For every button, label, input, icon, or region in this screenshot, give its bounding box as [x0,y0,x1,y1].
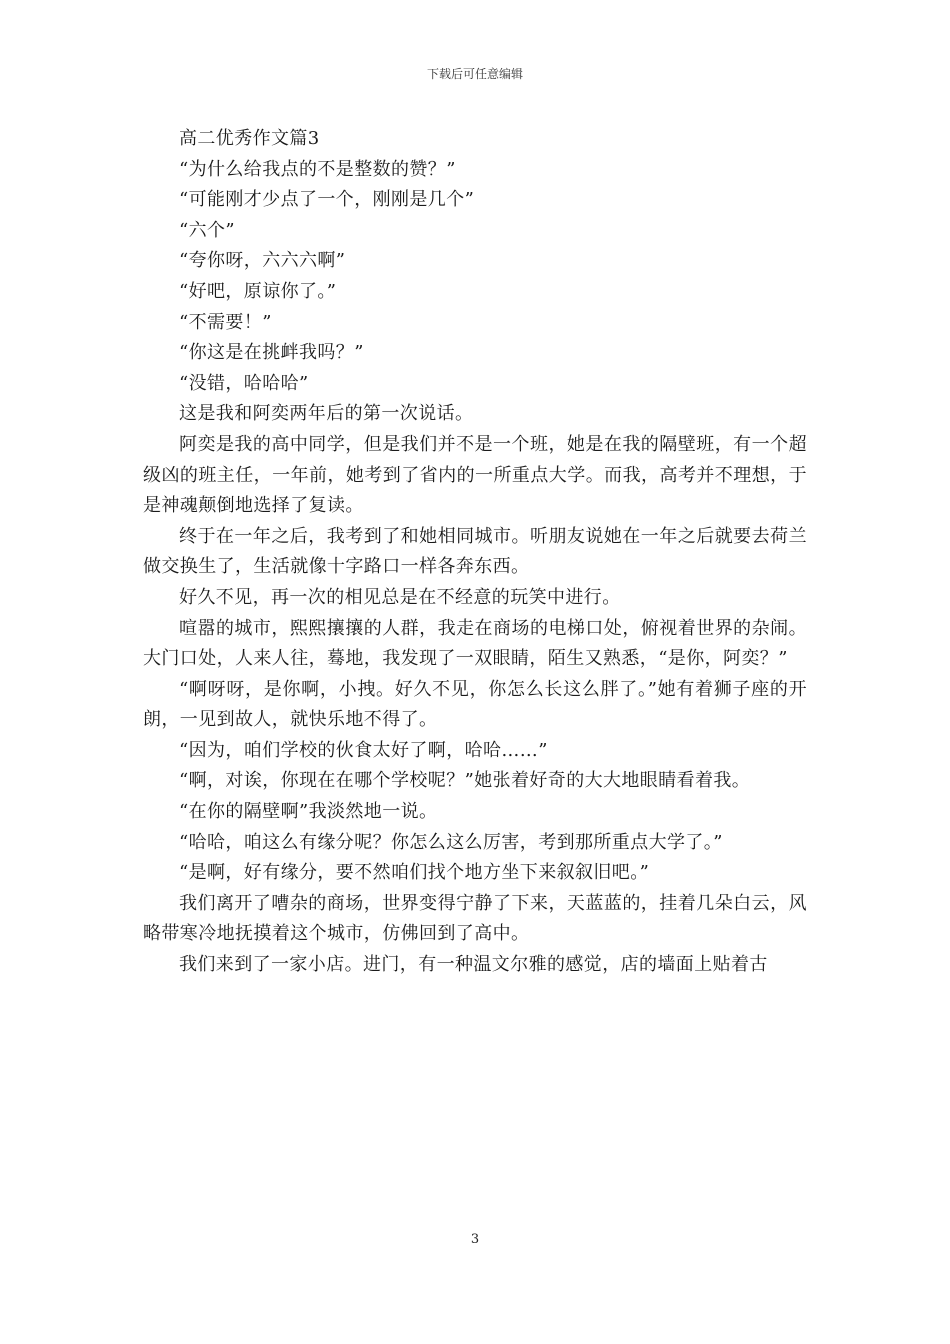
paragraph: 这是我和阿奕两年后的第一次说话。 [179,403,474,425]
paragraph: 好久不见，再一次的相见总是在不经意的玩笑中进行。 [179,586,621,608]
section-title: 高二优秀作文篇3 [179,128,320,149]
paragraph: “啊呀呀，是你啊，小拽。好久不见，你怎么长这么胖了。”她有着狮子座的开朗，一见到故人，就快乐地不得了。 [143,678,807,731]
paragraph: “夸你呀，六六六啊” [179,250,346,272]
paragraph: 阿奕是我的高中同学，但是我们并不是一个班，她是在我的隔壁班，有一个超级凶的班主任，一年前，她考到了省内的一所重点大学。而我，高考并不理想，于是神魂颠倒地选择了复读。 [143,433,807,517]
paragraph: “在你的隔壁啊”我淡然地一说。 [179,801,438,823]
paragraph: “可能刚才少点了一个，刚刚是几个” [179,189,475,211]
paragraph: “哈哈，咱这么有缘分呢？你怎么这么厉害，考到那所重点大学了。” [179,831,723,853]
paragraph: “没错，哈哈哈” [179,372,309,394]
paragraph: “啊，对诶，你现在在哪个学校呢？”她张着好奇的大大地眼睛看着我。 [179,770,751,792]
paragraph: 终于在一年之后，我考到了和她相同城市。听朋友说她在一年之后就要去荷兰做交换生了，生活就像十字路口一样各奔东西。 [143,525,807,578]
page-header: 下载后可任意编辑 [426,67,523,81]
paragraph: “为什么给我点的不是整数的赞？” [179,158,456,180]
paragraph: 我们来到了一家小店。进门，有一种温文尔雅的感觉，店的墙面上贴着古 [179,954,768,976]
paragraph: “你这是在挑衅我吗？” [179,342,364,364]
paragraph: “好吧，原谅你了。” [179,280,337,302]
paragraph: “不需要！” [179,311,272,333]
page-number: 3 [470,1232,480,1247]
document-body [143,124,807,981]
paragraph: “六个” [179,219,236,241]
paragraph: “是啊，好有缘分，要不然咱们找个地方坐下来叙叙旧吧。” [179,862,650,884]
paragraph: “因为，咱们学校的伙食太好了啊，哈哈……” [179,739,548,761]
paragraph: 喧嚣的城市，熙熙攘攘的人群，我走在商场的电梯口处，俯视着世界的杂闹。大门口处，人来人往，蓦地，我发现了一双眼睛，陌生又熟悉，“是你，阿奕？” [143,617,807,670]
paragraph: 我们离开了嘈杂的商场，世界变得宁静了下来，天蓝蓝的，挂着几朵白云，风略带寒冷地抚摸着这个城市，仿佛回到了高中。 [143,892,807,945]
